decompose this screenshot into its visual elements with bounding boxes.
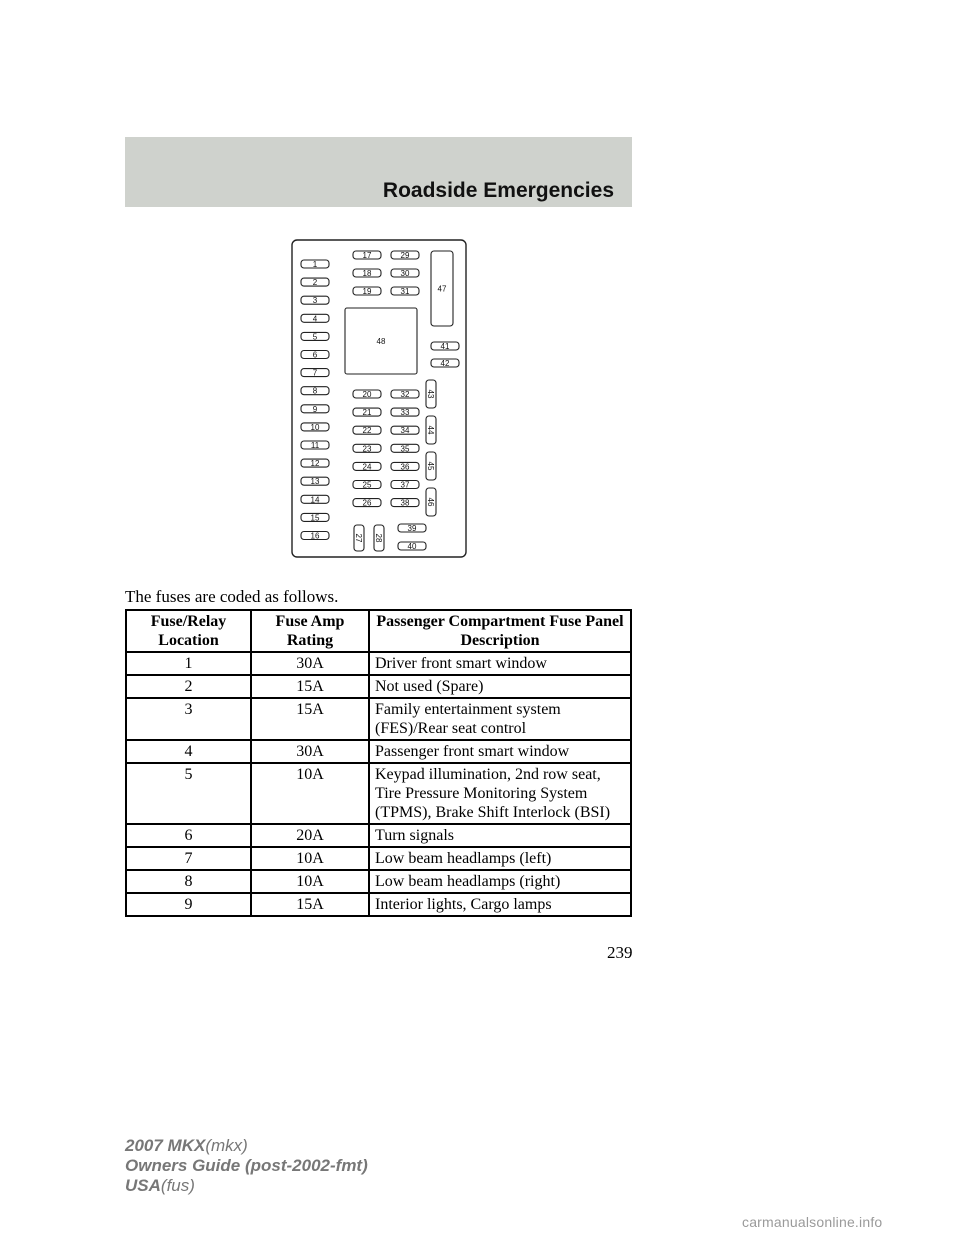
fuse-label: 15 xyxy=(310,513,320,523)
fuse-label: 20 xyxy=(362,390,372,399)
fuse-21 xyxy=(353,408,381,417)
fuse-label: 31 xyxy=(400,287,410,296)
fuse-label: 3 xyxy=(312,296,318,306)
fuse-label: 5 xyxy=(312,332,318,342)
column-header-rating: Fuse Amp Rating xyxy=(251,610,369,652)
fuse-29 xyxy=(391,251,419,260)
fuse-3 xyxy=(301,296,329,305)
cell-location: 6 xyxy=(126,824,251,847)
fuse-1 xyxy=(301,260,329,269)
fuse-43 xyxy=(426,380,436,408)
fuse-label: 37 xyxy=(400,480,410,490)
table-header-row xyxy=(126,610,631,652)
cell-description: Family entertainment system (FES)/Rear seat control xyxy=(369,698,631,740)
section-title: Roadside Emergencies xyxy=(382,179,614,202)
cell-description: Interior lights, Cargo lamps xyxy=(369,893,631,916)
fuse-label: 1 xyxy=(312,260,318,269)
cell-rating: 10A xyxy=(251,763,369,824)
fuse-label: 22 xyxy=(362,426,372,436)
fuse-18 xyxy=(353,269,381,278)
table-row xyxy=(126,763,631,824)
fuse-33 xyxy=(391,408,419,417)
page-number: 239 xyxy=(607,943,633,962)
fuse-label: 45 xyxy=(426,461,435,471)
fuse-22 xyxy=(353,426,381,435)
fuse-label: 2 xyxy=(312,278,318,288)
cell-description: Low beam headlamps (left) xyxy=(369,847,631,870)
fuse-39 xyxy=(398,524,426,533)
fuse-14 xyxy=(301,495,329,504)
cell-rating: 20A xyxy=(251,824,369,847)
fuse-38 xyxy=(391,499,419,508)
fuse-label: 18 xyxy=(362,269,372,278)
fuse-46 xyxy=(426,488,436,516)
intro-text: The fuses are coded as follows. xyxy=(125,587,339,606)
cell-location: 4 xyxy=(126,740,251,763)
column-header-description: Passenger Compartment Fuse Panel Description xyxy=(369,610,631,652)
cell-location: 7 xyxy=(126,847,251,870)
fuse-label: 23 xyxy=(362,444,372,454)
footer-guide: Owners Guide (post-2002-fmt) xyxy=(125,1156,368,1175)
column-header-location: Fuse/Relay Location xyxy=(126,610,251,652)
fuse-40 xyxy=(398,542,426,551)
fuse-label: 6 xyxy=(312,350,318,360)
footer-line-2 xyxy=(125,1156,368,1176)
table-row xyxy=(126,824,631,847)
section-header-band xyxy=(125,137,632,207)
fuse-10 xyxy=(301,423,329,432)
fuse-20 xyxy=(353,390,381,399)
fuse-label: 36 xyxy=(400,462,410,472)
fuse-label: 32 xyxy=(400,390,410,399)
fuse-label: 29 xyxy=(400,251,410,260)
fuse-label: 14 xyxy=(310,495,320,505)
cell-rating: 15A xyxy=(251,698,369,740)
relay-47 xyxy=(431,251,453,326)
fuse-25 xyxy=(353,481,381,490)
fuse-label: 26 xyxy=(362,498,372,508)
fuse-31 xyxy=(391,287,419,296)
fuse-28 xyxy=(374,525,384,551)
footer-line-1 xyxy=(125,1136,368,1156)
fuse-label: 34 xyxy=(400,426,410,436)
fuse-19 xyxy=(353,287,381,296)
fuse-table xyxy=(125,609,632,917)
fuse-label: 30 xyxy=(400,269,410,278)
fuse-label: 12 xyxy=(310,459,320,469)
fuse-32 xyxy=(391,390,419,399)
fuse-label: 27 xyxy=(354,533,363,543)
fuse-label: 38 xyxy=(400,498,410,508)
fuse-label: 46 xyxy=(426,497,435,507)
fuse-30 xyxy=(391,269,419,278)
fuse-label: 13 xyxy=(310,477,320,487)
table-row xyxy=(126,893,631,916)
cell-description: Driver front smart window xyxy=(369,652,631,675)
table-row xyxy=(126,847,631,870)
fuse-label: 10 xyxy=(310,422,320,432)
cell-rating: 15A xyxy=(251,893,369,916)
table-row xyxy=(126,870,631,893)
fuse-7 xyxy=(301,369,329,378)
fuse-label: 16 xyxy=(310,531,320,541)
cell-description: Low beam headlamps (right) xyxy=(369,870,631,893)
cell-location: 5 xyxy=(126,763,251,824)
fuse-label: 40 xyxy=(407,542,417,551)
watermark-text: carmanualsonline.info xyxy=(742,1214,883,1230)
cell-description: Passenger front smart window xyxy=(369,740,631,763)
fuse-label: 33 xyxy=(400,408,410,418)
fuse-label: 19 xyxy=(362,287,372,296)
fuse-2 xyxy=(301,278,329,287)
cell-description: Keypad illumination, 2nd row seat, Tire Pressure Monitoring System (TPMS), Brake Shift Interlock (BSI) xyxy=(369,763,631,824)
fuse-label: 35 xyxy=(400,444,410,454)
footer-model: 2007 MKX xyxy=(125,1136,206,1155)
fuse-45 xyxy=(426,452,436,480)
fuse-label: 39 xyxy=(407,524,417,533)
cell-description: Turn signals xyxy=(369,824,631,847)
fuse-15 xyxy=(301,513,329,522)
footer-market: USA xyxy=(125,1176,161,1195)
fuse-label: 11 xyxy=(310,441,320,450)
fuse-label: 41 xyxy=(440,342,450,351)
cell-location: 9 xyxy=(126,893,251,916)
fuse-24 xyxy=(353,462,381,471)
fuse-label: 24 xyxy=(362,462,372,472)
fuse-36 xyxy=(391,462,419,471)
fuse-label: 28 xyxy=(374,533,383,543)
footer-market-code: (fus) xyxy=(160,1176,195,1195)
fuse-5 xyxy=(301,332,329,341)
fuse-label: 9 xyxy=(312,404,318,414)
cell-location: 2 xyxy=(126,675,251,698)
fuse-label: 17 xyxy=(362,251,372,260)
fuse-13 xyxy=(301,477,329,486)
fuse-23 xyxy=(353,444,381,453)
fuse-label: 21 xyxy=(362,408,372,418)
table-row xyxy=(126,740,631,763)
fuse-41 xyxy=(431,342,459,351)
fuse-9 xyxy=(301,405,329,414)
cell-location: 8 xyxy=(126,870,251,893)
document-footer xyxy=(125,1136,368,1196)
fuse-label: 42 xyxy=(440,359,450,368)
fuse-37 xyxy=(391,481,419,490)
table-row xyxy=(126,675,631,698)
cell-rating: 10A xyxy=(251,870,369,893)
fuse-42 xyxy=(431,359,459,368)
cell-rating: 15A xyxy=(251,675,369,698)
cell-rating: 30A xyxy=(251,652,369,675)
fuse-label: 48 xyxy=(376,337,386,346)
cell-location: 3 xyxy=(126,698,251,740)
fuse-11 xyxy=(301,441,329,450)
fuse-6 xyxy=(301,351,329,360)
fuse-label: 25 xyxy=(362,480,372,490)
fuse-label: 43 xyxy=(426,389,435,399)
table-row xyxy=(126,698,631,740)
fuse-12 xyxy=(301,459,329,468)
fuse-8 xyxy=(301,387,329,396)
fuse-34 xyxy=(391,426,419,435)
footer-model-code: (mkx) xyxy=(205,1136,248,1155)
fuse-44 xyxy=(426,416,436,444)
fuse-16 xyxy=(301,532,329,541)
fuse-label: 7 xyxy=(312,368,318,378)
cell-location: 1 xyxy=(126,652,251,675)
cell-description: Not used (Spare) xyxy=(369,675,631,698)
fuse-35 xyxy=(391,444,419,453)
fuse-label: 44 xyxy=(426,425,435,435)
cell-rating: 10A xyxy=(251,847,369,870)
fuse-26 xyxy=(353,499,381,508)
fuse-label: 8 xyxy=(312,386,318,396)
relay-48 xyxy=(345,308,417,374)
fuse-4 xyxy=(301,314,329,323)
fuse-label: 4 xyxy=(312,314,318,324)
fuse-panel-diagram xyxy=(290,238,470,560)
fuse-27 xyxy=(354,525,364,551)
footer-line-3 xyxy=(125,1176,368,1196)
table-row xyxy=(126,652,631,675)
fuse-label: 47 xyxy=(437,284,447,294)
fuse-17 xyxy=(353,251,381,260)
cell-rating: 30A xyxy=(251,740,369,763)
